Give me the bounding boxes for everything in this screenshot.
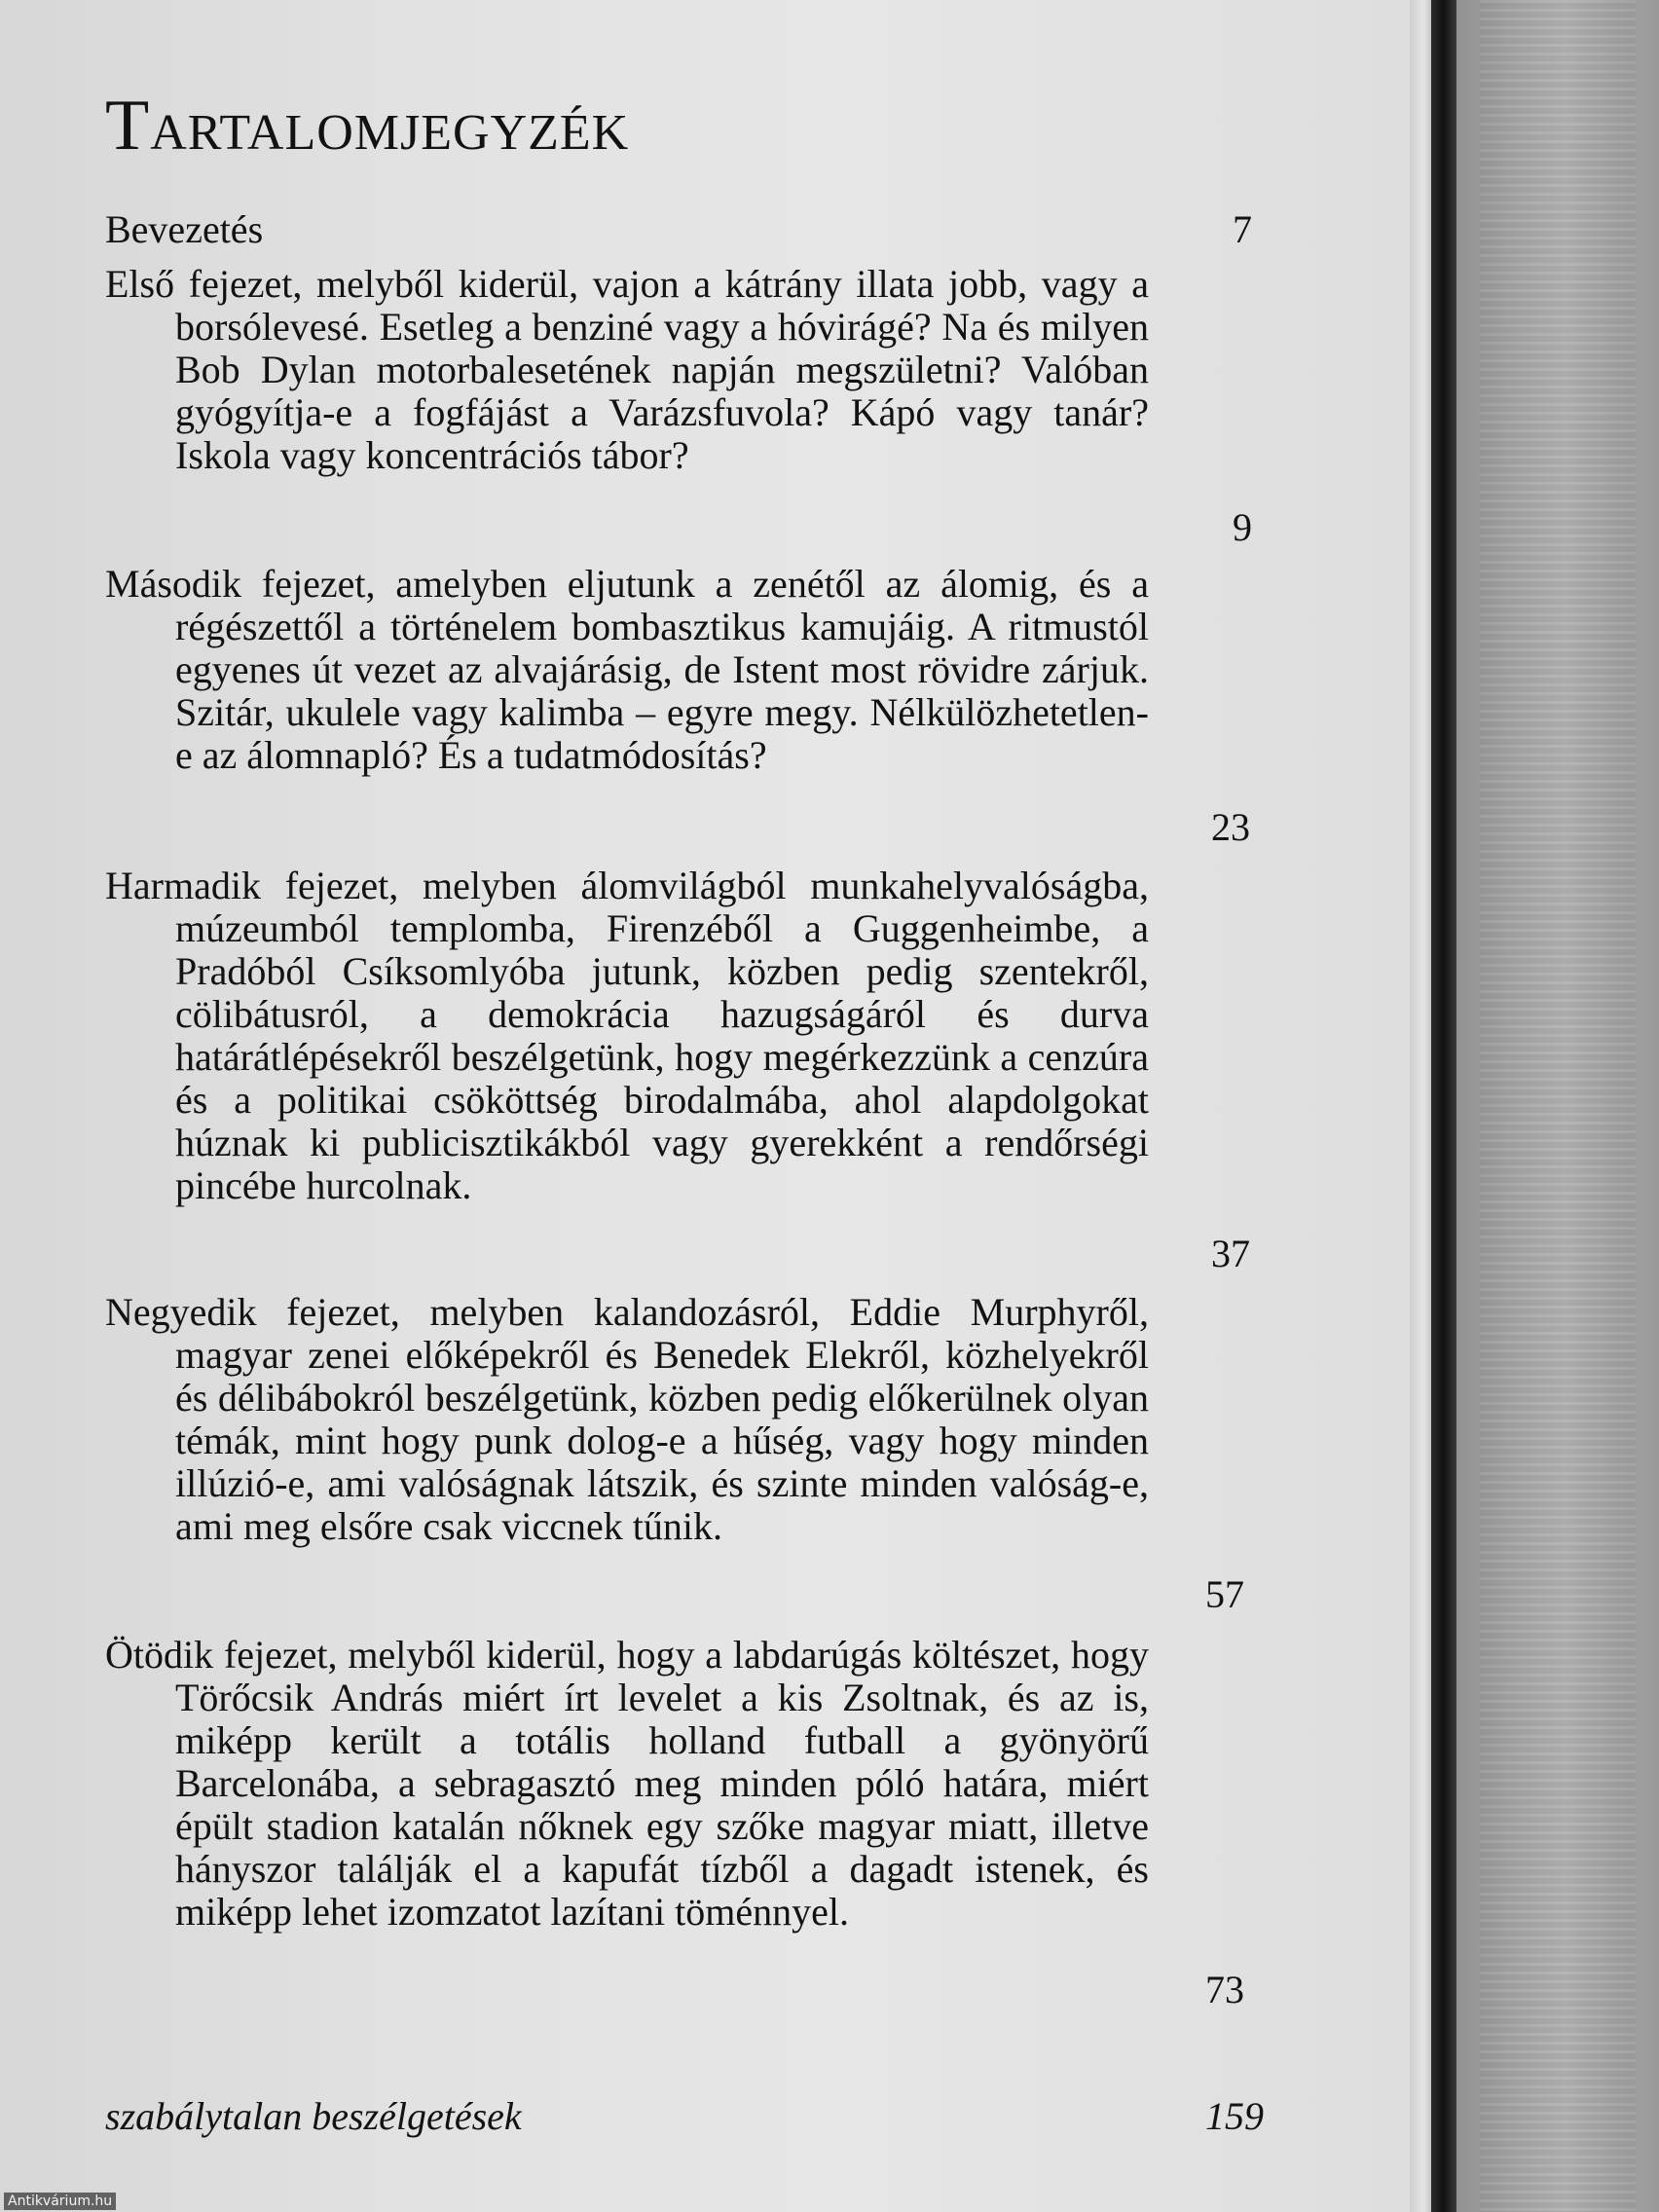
watermark-label: Antikvárium.hu: [4, 2193, 116, 2210]
title-rest: artalomjegyzék: [150, 86, 630, 166]
running-footer-title: szabálytalan beszélgetések: [105, 2094, 522, 2138]
toc-chapter-1-page: 9: [1233, 505, 1252, 549]
toc-chapter-5-page: 73: [1205, 1968, 1244, 2011]
book-cover-edge: [1431, 0, 1456, 2212]
toc-chapter-3: Harmadik fejezet, melyben álomvilágból munkahelyvalóságba, múzeumból templomba, Firenzéből a Guggenheimbe, a Pradóból Csíksomlyóba jutunk, közben pedig szentekről, cölibátusról, a demokrácia hazugságáról és durva határátlépésekről beszélgetünk, hogy megérkezzünk a cenzúra és a politikai csököttség birodalmába, ahol alapdolgokat húznak ki publicisztikákból vagy gyerekként a rendőrségi pincébe hurcolnak.: [105, 864, 1149, 1207]
folio-page-number: 159: [1205, 2094, 1264, 2138]
page-title: [105, 86, 630, 166]
wall-texture: [1480, 0, 1636, 2212]
toc-chapter-5: Ötödik fejezet, melyből kiderül, hogy a labdarúgás költészet, hogy Törőcsik András miért írt levelet a kis Zsoltnak, és az is, miképp került a totális holland futball a gyönyörű Barcelonába, a sebragasztó meg minden póló határa, miért épült stadion katalán nőknek egy szőke magyar miatt, illetve hányszor találják el a kapufát tízből a dagadt istenek, és miképp lehet izomzatot lazítani töménnyel.: [105, 1633, 1149, 1934]
title-initial: T: [105, 86, 151, 166]
toc-intro-page: 7: [1233, 207, 1252, 251]
page-stack-edge: [1410, 0, 1433, 2212]
toc-chapter-4-page: 57: [1205, 1572, 1244, 1616]
toc-chapter-4: Negyedik fejezet, melyben kalandozásról, Eddie Murphyről, magyar zenei előképekről és Benedek Elekről, közhelyekről és délibábokról beszélgetünk, közben pedig előkerülnek olyan témák, mint hogy punk dolog-e a hűség, vagy hogy minden illúzió-e, ami valóságnak látszik, és szinte minden valóság-e, ami meg elsőre csak viccnek tűnik.: [105, 1290, 1149, 1548]
toc-chapter-3-page: 37: [1211, 1232, 1250, 1275]
toc-chapter-1: Első fejezet, melyből kiderül, vajon a kátrány illata jobb, vagy a borsólevesé. Esetleg a benziné vagy a hóvirágé? Na és milyen Bob Dylan motorbalesetének napján megszületni? Valóban gyógyítja-e a fogfájást a Varázsfuvola? Kápó vagy tanár? Iskola vagy koncentrációs tábor?: [105, 262, 1149, 477]
toc-chapter-2-page: 23: [1211, 805, 1250, 849]
toc-chapter-2: Második fejezet, amelyben eljutunk a zenétől az álomig, és a régészettől a történelem bombasztikus kamujáig. A ritmustól egyenes út vezet az alvajárásig, de Istent most rövidre zárjuk. Szitár, ukulele vagy kalimba – egyre megy. Nélkülözhetetlen-e az álomnapló? És a tudatmódosítás?: [105, 562, 1149, 777]
toc-intro-label: Bevezetés: [105, 207, 264, 251]
